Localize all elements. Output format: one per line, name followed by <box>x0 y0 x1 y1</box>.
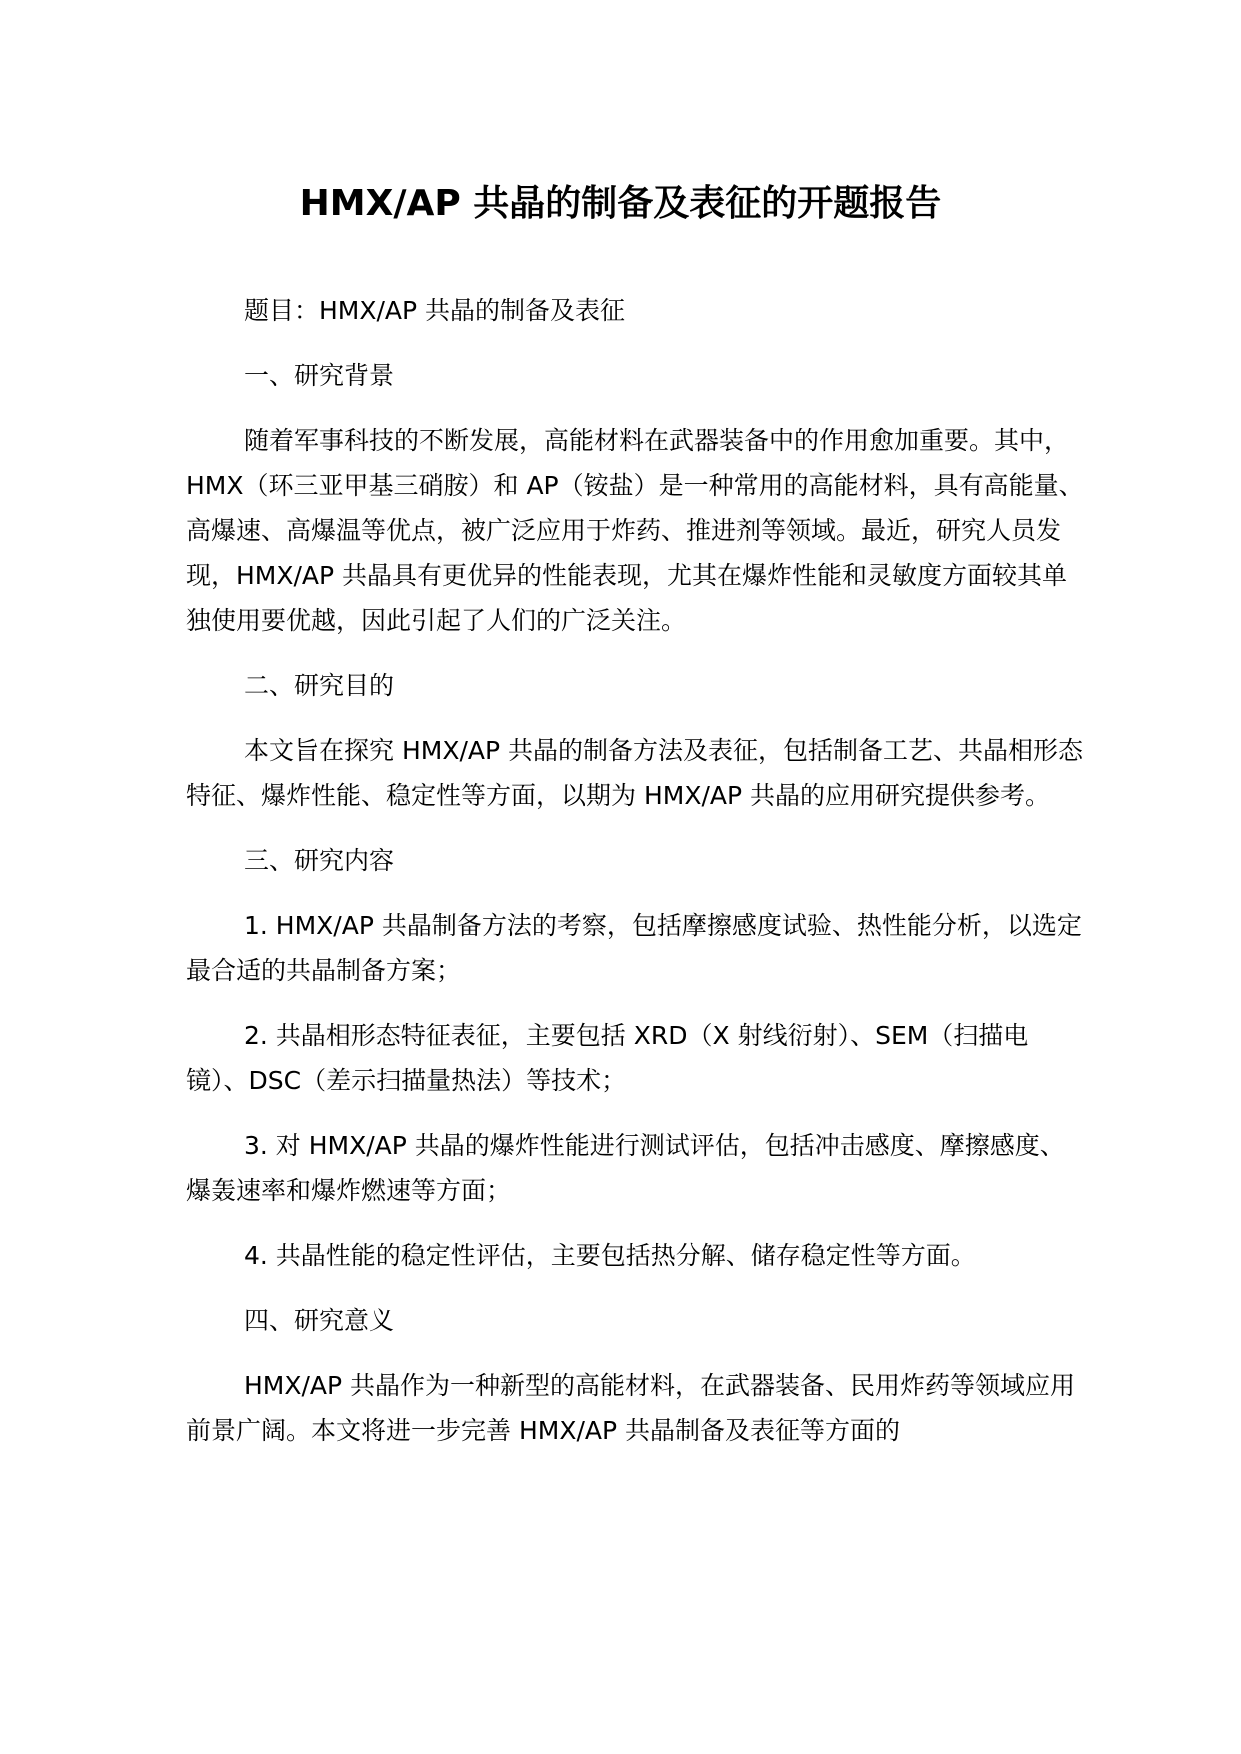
significance-paragraph: HMX/AP 共晶作为一种新型的高能材料，在武器装备、民用炸药等领域应用前景广阔。本文将进一步完善 HMX/AP 共晶制备及表征等方面的 <box>186 1371 1076 1445</box>
content-item-3: 3. 对 HMX/AP 共晶的爆炸性能进行测试评估，包括冲击感度、摩擦感度、爆轰速率和爆炸燃速等方面； <box>186 1131 1065 1205</box>
document-title: HMX/AP 共晶的制备及表征的开题报告 <box>299 183 942 224</box>
document-body <box>186 288 1086 1473</box>
content-item-4: 4. 共晶性能的稳定性评估，主要包括热分解、储存稳定性等方面。 <box>244 1241 976 1270</box>
purpose-paragraph: 本文旨在探究 HMX/AP 共晶的制备方法及表征，包括制备工艺、共晶相形态特征、爆炸性能、稳定性等方面，以期为 HMX/AP 共晶的应用研究提供参考。 <box>186 736 1083 810</box>
background-paragraph: 随着军事科技的不断发展，高能材料在武器装备中的作用愈加重要。其中，HMX（环三亚甲基三硝胺）和 AP（铵盐）是一种常用的高能材料，具有高能量、高爆速、高爆温等优点，被广泛应用于炸药、推进剂等领域。最近，研究人员发现，HMX/AP 共晶具有更优异的性能表现，尤其在爆炸性能和灵敏度方面较其单独使用要优越，因此引起了人们的广泛关注。 <box>186 426 1084 635</box>
section-heading-significance: 四、研究意义 <box>244 1306 395 1335</box>
section-heading-purpose: 二、研究目的 <box>244 671 395 700</box>
section-heading-background: 一、研究背景 <box>244 361 395 390</box>
topic-line: 题目：HMX/AP 共晶的制备及表征 <box>244 296 626 325</box>
section-heading-content: 三、研究内容 <box>244 846 395 875</box>
content-item-2: 2. 共晶相形态特征表征，主要包括 XRD（X 射线衍射）、SEM（扫描电镜）、DSC（差示扫描量热法）等技术； <box>186 1021 1029 1095</box>
content-item-1: 1. HMX/AP 共晶制备方法的考察，包括摩擦感度试验、热性能分析，以选定最合适的共晶制备方案； <box>186 911 1082 985</box>
